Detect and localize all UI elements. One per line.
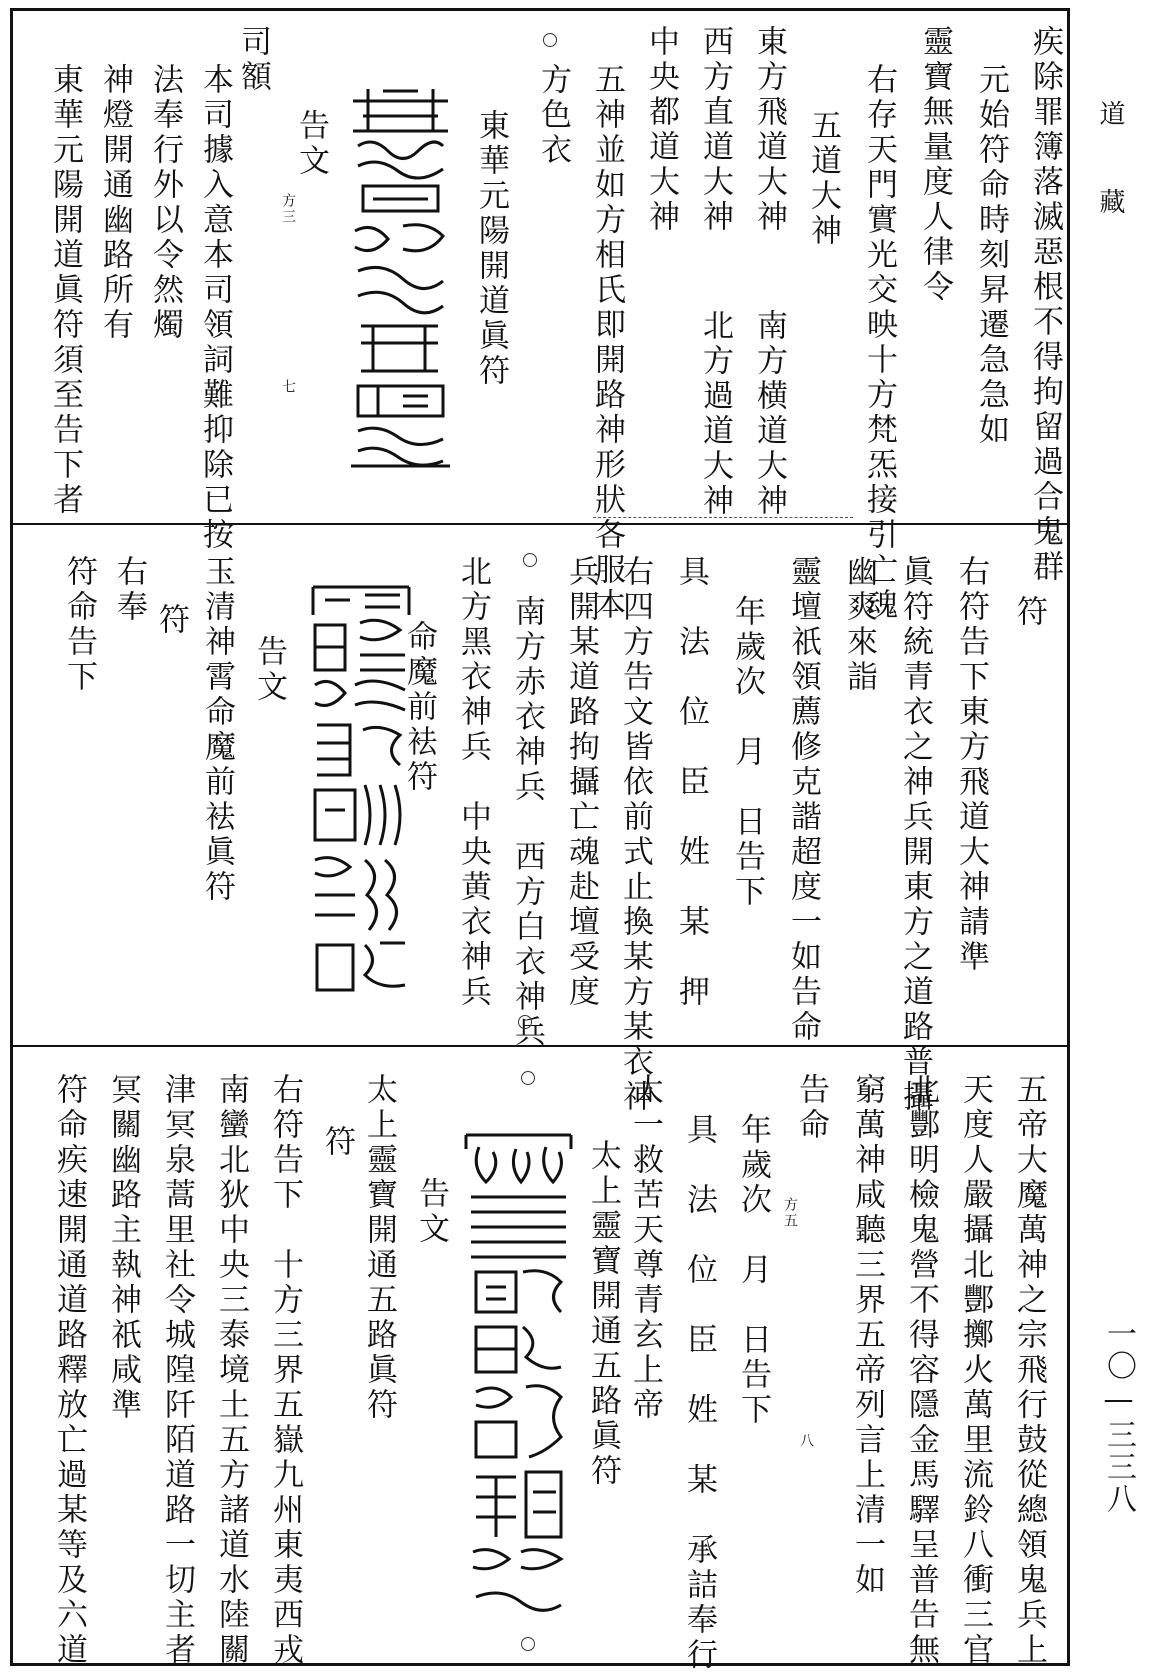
panel-2 [13,525,1067,1115]
text-column: 告文 [251,635,287,705]
text-column: 右符告下東方飛道大神請準 [953,555,989,975]
text-column: 窮萬神咸聽三界五帝列言上清一如 [849,1073,885,1598]
text-column: 右符告下 十方三界五嶽九州東夷西戎 [267,1073,303,1668]
text-column: 右奉 [111,555,147,625]
talisman-seal-image [343,71,458,481]
text-column: 符命疾速開通道路釋放亡過某等及六道 [51,1073,87,1668]
text-column: 北方過道大神 [697,309,733,519]
text-column: 元始符命時刻昇遷急急如 [973,63,1009,448]
text-column: 右存天門實光交映十方梵炁接引亡魂 [861,63,897,623]
text-column: 符命告下 [61,555,97,695]
text-column: 南方赤衣神兵 西方白衣神兵 [509,595,545,1050]
talisman-seal-image [461,1127,576,1637]
text-column: 北酆明檢鬼營不得容隱金馬驛呈普告無 [903,1073,939,1668]
text-column: 五神並如方相氏即開路神形狀各服本 [589,63,625,623]
text-column: 靈寶無量度人律令 [917,25,953,305]
text-column: 本司據入意本司領詞難抑除已按 [197,63,233,553]
text-column: 中央都道大神 [643,25,679,235]
text-column: 告命 [793,1073,829,1143]
page-number: 一〇—三三八 [1101,1318,1136,1515]
text-column: 眞符統青衣之神兵開東方之道路普攝 [897,555,933,1115]
text-column: 法奉行外以令然燭 [147,63,183,343]
annotation-note: 方五 [782,1197,798,1229]
text-column: 具 法 位 臣 姓 某 押 [673,555,709,1010]
talisman-title: 太上靈寶開通五路眞符 [585,1139,621,1489]
text-column: 冥關幽路主執神祇咸準 [105,1073,141,1423]
text-column: 北方黑衣神兵 中央黄衣神兵 [455,555,491,1010]
text-column: 天度人嚴攝北酆擲火萬里流鈴八衝三官 [957,1073,993,1668]
talisman-seal-image [305,575,417,1005]
text-column: 五帝大魔萬神之宗飛行鼓從總領鬼兵上 [1011,1073,1047,1668]
annotation-note: 七 [280,379,296,395]
binding-hole [521,1071,535,1085]
binding-hole [543,33,557,47]
binding-hole [518,1015,532,1029]
text-column: 符 [153,603,189,638]
binding-hole [521,1637,535,1651]
text-column: 神燈開通幽路所有 [97,63,133,343]
collection-title: 道 藏 [1095,100,1125,232]
text-column: 太上靈寶開通五路眞符 [361,1073,397,1423]
binding-hole [523,553,537,567]
text-column: 幽爽來詣 [841,555,877,695]
text-column: 方色衣 [535,63,571,168]
text-column: 靈壇祇領薦修克諧超度一如告命 [785,555,821,1045]
text-column: 具 法 位 臣 姓 某 承詰奉行 [681,1113,717,1673]
text-column: 南蠻北狄中央三泰境土五方諸道水陸關 [213,1073,249,1668]
panel-3 [13,1047,1067,1673]
annotation-note: 方三 [280,193,296,225]
text-column: 東方飛道大神 [751,25,787,235]
text-column: 兵開某道路拘攝亡魂赴壇受度 [563,555,599,1010]
text-column: 符 [319,1125,355,1160]
scripture-page [10,8,1070,1673]
talisman-title: 命魔前袪符 [401,620,437,795]
text-column: 告文 [413,1177,449,1247]
text-column: 告文 [293,109,329,179]
text-column: 西方直道大神 [697,25,733,235]
text-column: 符 [1011,595,1047,630]
text-column: 東華元陽開道眞符須至告下者 [47,63,83,518]
text-column: 年歲次 月 日告下 [735,1113,771,1428]
talisman-title: 東華元陽開道眞符 [473,109,509,389]
cut-line [593,517,853,518]
text-column: 年歲次 月 日告下 [729,595,765,910]
annotation-note: 八 [798,1433,814,1449]
text-column: 玉清神霄命魔前袪眞符 [199,555,235,905]
text-column: 五道大神 [805,109,841,249]
text-column: 太一救苦天尊青玄上帝 [627,1073,663,1423]
text-column: 南方横道大神 [751,309,787,519]
text-column: 司額 [235,25,271,95]
text-column: 疾除罪簿落滅惡根不得拘留過合鬼群 [1027,25,1063,585]
text-column: 津冥泉蒿里社令城隍阡陌道路一切主者 [159,1073,195,1668]
text-column: 右四方告文皆依前式止換某方某衣神 [617,555,653,1115]
